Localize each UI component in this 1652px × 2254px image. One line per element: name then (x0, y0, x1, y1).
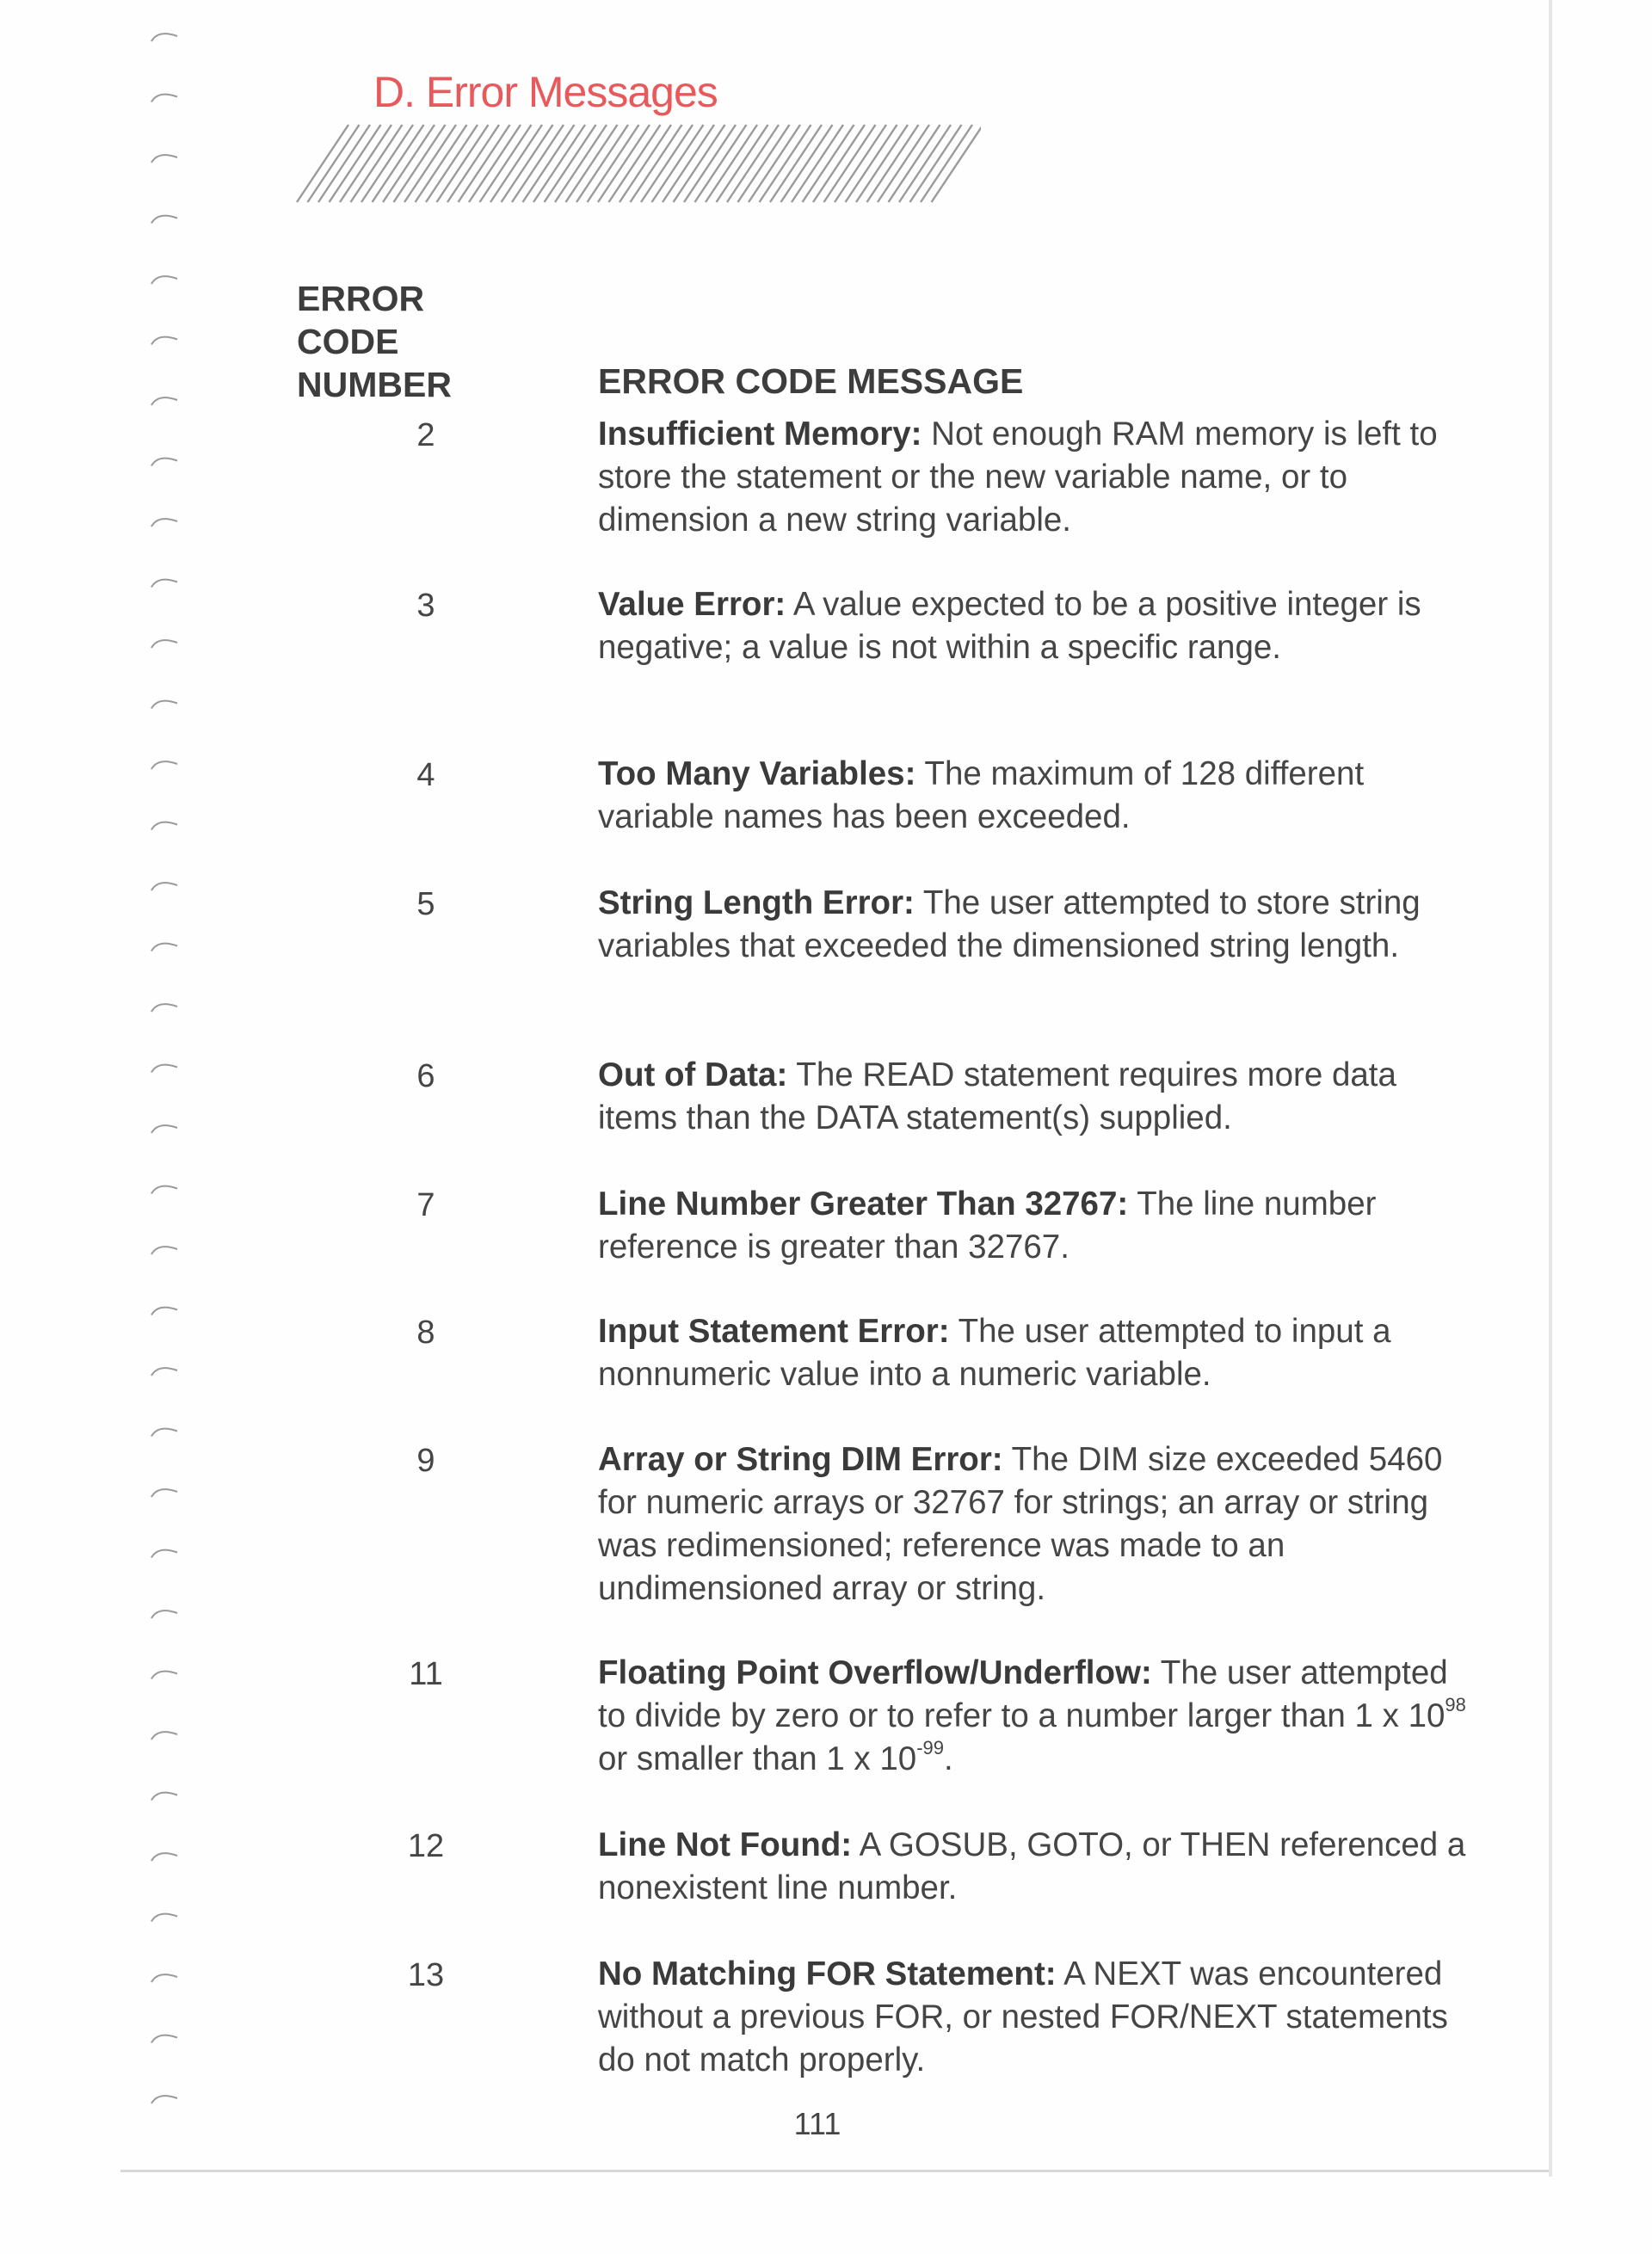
error-code-message-header: ERROR CODE MESSAGE (598, 361, 1024, 401)
hatch-stroke (878, 125, 929, 202)
binding-ring (151, 1004, 177, 1012)
hatch-stroke (426, 125, 478, 202)
hatch-stroke (663, 125, 714, 202)
hatch-stroke (533, 125, 585, 202)
hatch-stroke (447, 125, 499, 202)
hatch-stroke (760, 125, 811, 202)
exponent-98: 98 (1445, 1694, 1466, 1716)
error-code: 3 (416, 588, 435, 624)
hatch-stroke (609, 125, 661, 202)
header-line-number: NUMBER (297, 365, 452, 404)
binding-ring (151, 1672, 177, 1679)
error-message (598, 753, 1476, 839)
error-message (598, 583, 1476, 669)
binding-ring (151, 1489, 177, 1497)
hatch-stroke (523, 125, 575, 202)
hatch-decoration (293, 120, 981, 206)
hatch-stroke (770, 125, 822, 202)
hatch-stroke (652, 125, 704, 202)
hatch-stroke (361, 125, 413, 202)
hatch-stroke (835, 125, 886, 202)
error-name: Array or String DIM Error: (598, 1441, 1003, 1478)
error-description: A value expected to be a positive integer is negative; a value is not within a specific range. (598, 586, 1421, 666)
hatch-stroke (631, 125, 682, 202)
hatch-stroke (330, 125, 381, 202)
hatch-stroke (781, 125, 833, 202)
error-message (598, 413, 1476, 542)
header-line-error: ERROR (297, 279, 425, 318)
hatch-stroke (684, 125, 736, 202)
binding-ring (151, 1914, 177, 1922)
error-name: Input Statement Error: (598, 1313, 950, 1350)
error-name: Line Not Found: (598, 1826, 853, 1863)
binding-ring (151, 216, 177, 224)
binding-ring (151, 1550, 177, 1558)
page-bottom-edge (120, 2170, 1549, 2172)
hatch-stroke (383, 125, 435, 202)
hatch-stroke (856, 125, 908, 202)
page-number: 111 (793, 2106, 841, 2141)
hatch-stroke (846, 125, 897, 202)
error-name: Insufficient Memory: (598, 416, 922, 453)
hatch-stroke (480, 125, 532, 202)
hatch-stroke (824, 125, 876, 202)
section-title: D. Error Messages (373, 68, 718, 116)
hatch-stroke (620, 125, 671, 202)
error-message (598, 1183, 1476, 1269)
hatch-stroke (932, 125, 982, 202)
binding-ring (151, 2035, 177, 2043)
binding-ring (151, 95, 177, 102)
hatch-stroke (308, 125, 360, 202)
binding-ring (151, 640, 177, 648)
hatch-stroke (706, 125, 757, 202)
hatch-stroke (899, 125, 951, 202)
binding-ring (151, 1186, 177, 1194)
binding-ring (151, 1065, 177, 1073)
binding-ring (151, 1732, 177, 1740)
hatch-stroke (803, 125, 854, 202)
error-description-end: . (944, 1740, 953, 1777)
hatch-stroke (792, 125, 843, 202)
hatch-stroke (910, 125, 962, 202)
error-name: Line Number Greater Than 32767: (598, 1186, 1129, 1222)
binding-ring (151, 1308, 177, 1315)
binding-ring (151, 1125, 177, 1133)
hatch-stroke (555, 125, 607, 202)
error-code: 7 (416, 1187, 435, 1223)
error-message (598, 1310, 1476, 1396)
hatch-stroke (921, 125, 972, 202)
binding-ring (151, 519, 177, 527)
hatch-stroke (545, 125, 596, 202)
error-description: The maximum of 128 different variable names has been exceeded. (598, 755, 1365, 835)
error-description: The READ statement requires more data items than the DATA statement(s) supplied. (598, 1056, 1396, 1136)
error-description: The DIM size exceeded 5460 for numeric arrays or 32767 for strings; an array or string was redimensioned; reference was made to an undimensioned array or string. (598, 1441, 1443, 1607)
error-name: String Length Error: (598, 884, 915, 921)
hatch-stroke (351, 125, 403, 202)
error-message (598, 1953, 1476, 2082)
header-line-code: CODE (297, 322, 399, 361)
hatch-stroke (867, 125, 919, 202)
error-code: 8 (416, 1315, 435, 1351)
hatch-stroke (469, 125, 521, 202)
hatch-stroke (404, 125, 456, 202)
hatch-stroke (502, 125, 553, 202)
error-code-number-header (297, 277, 452, 406)
binding-ring (151, 1429, 177, 1437)
exponent-minus-99: -99 (916, 1737, 945, 1759)
binding-ring (151, 34, 177, 41)
error-description: A NEXT was encountered without a previous FOR, or nested FOR/NEXT statements do not match properly. (598, 1955, 1448, 2078)
binding-ring (151, 337, 177, 345)
error-message (598, 1824, 1476, 1910)
hatch-stroke (459, 125, 510, 202)
error-name: Too Many Variables: (598, 755, 916, 792)
binding-ring (151, 1853, 177, 1861)
error-code: 6 (416, 1058, 435, 1094)
error-name: Out of Data: (598, 1056, 788, 1093)
hatch-stroke (674, 125, 725, 202)
error-code: 2 (416, 417, 435, 453)
error-code: 13 (407, 1957, 445, 1993)
binding-ring (151, 761, 177, 769)
binding-ring (151, 944, 177, 951)
error-name: No Matching FOR Statement: (598, 1955, 1057, 1992)
error-description: A GOSUB, GOTO, or THEN referenced a nonexistent line number. (598, 1826, 1466, 1906)
binding-ring (151, 155, 177, 163)
hatch-stroke (437, 125, 489, 202)
error-description: The user attempted to divide by zero or to refer to a number larger than 1 x 10 (598, 1654, 1448, 1734)
error-description-middle: or smaller than 1 x 10 (598, 1740, 917, 1777)
error-description: Not enough RAM memory is left to store the statement or the new variable name, or to dimension a new string variable. (598, 416, 1438, 539)
hatch-stroke (598, 125, 650, 202)
error-code: 4 (416, 757, 435, 793)
binding-ring (151, 276, 177, 284)
binding-ring (151, 1610, 177, 1618)
error-code: 12 (407, 1828, 445, 1864)
binding-ring (151, 883, 177, 890)
hatch-stroke (588, 125, 639, 202)
error-message (598, 1652, 1476, 1781)
error-description: The user attempted to input a nonnumeric value into a numeric variable. (598, 1313, 1391, 1393)
error-code: 9 (416, 1443, 435, 1479)
hatch-stroke (566, 125, 618, 202)
binding-ring (151, 701, 177, 709)
hatch-stroke (738, 125, 790, 202)
binding-ring (151, 822, 177, 830)
binding-ring (151, 1368, 177, 1376)
error-message (598, 1438, 1476, 1610)
error-code: 5 (416, 886, 435, 922)
hatch-stroke (512, 125, 564, 202)
hatch-stroke (749, 125, 800, 202)
spiral-binding (148, 17, 182, 2116)
binding-ring (151, 2096, 177, 2103)
binding-ring (151, 1793, 177, 1801)
page-right-edge (1549, 0, 1552, 2177)
hatch-stroke (889, 125, 940, 202)
hatch-stroke (373, 125, 424, 202)
binding-ring (151, 397, 177, 405)
error-name: Value Error: (598, 586, 786, 623)
binding-ring (151, 1974, 177, 1982)
binding-ring (151, 459, 177, 466)
hatch-stroke (576, 125, 628, 202)
error-description: The line number reference is greater than 32767. (598, 1186, 1377, 1266)
error-name: Floating Point Overflow/Underflow: (598, 1654, 1152, 1691)
error-description: The user attempted to store string variables that exceeded the dimensioned string length. (598, 884, 1421, 964)
hatch-stroke (813, 125, 865, 202)
hatch-stroke (318, 125, 370, 202)
error-message (598, 882, 1476, 968)
binding-ring (151, 580, 177, 588)
hatch-stroke (297, 125, 348, 202)
hatch-stroke (416, 125, 467, 202)
binding-ring (151, 1247, 177, 1254)
hatch-stroke (695, 125, 747, 202)
hatch-stroke (490, 125, 542, 202)
error-message (598, 1054, 1476, 1140)
hatch-stroke (394, 125, 446, 202)
hatch-stroke (340, 125, 391, 202)
hatch-stroke (717, 125, 768, 202)
hatch-stroke (727, 125, 779, 202)
hatch-stroke (641, 125, 693, 202)
error-code: 11 (409, 1656, 443, 1692)
